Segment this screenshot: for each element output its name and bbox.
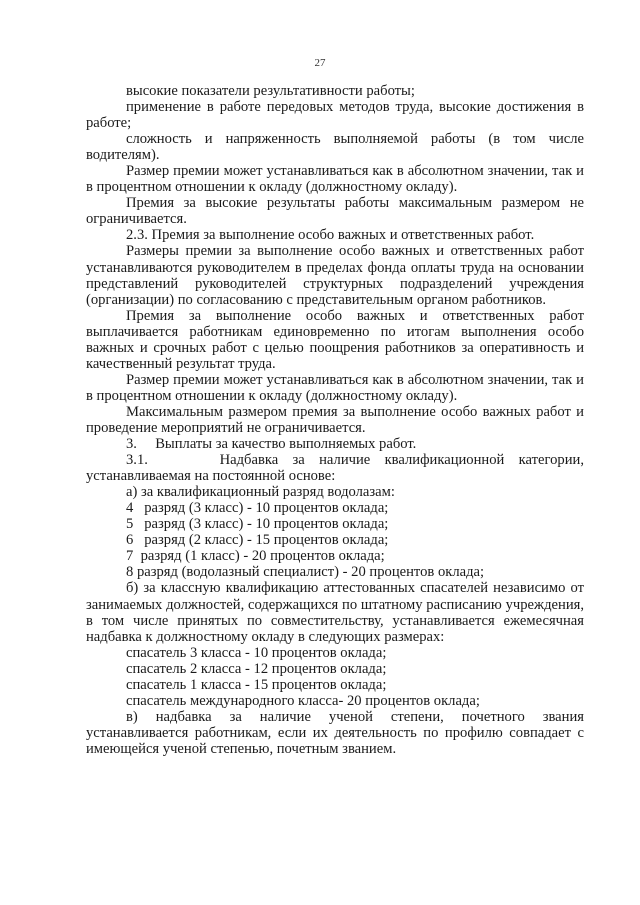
page-number: 27 — [314, 57, 326, 69]
list-item: 5 разряд (3 класс) - 10 процентов оклада; — [126, 516, 389, 533]
list-item: спасатель международного класса- 20 процентов оклада; — [126, 692, 480, 709]
paragraph: Максимальным размером премия за выполнение особо важных работ и проведение мероприятий не ограничивается. — [86, 403, 584, 436]
list-heading: а) за квалификационный разряд водолазам: — [126, 484, 395, 501]
paragraph: Размер премии может устанавливаться как в абсолютном значении, так и в процентном отношении к окладу (должностному окладу). — [86, 371, 584, 404]
list-item: спасатель 3 класса - 10 процентов оклада; — [126, 644, 387, 661]
paragraph: б) за классную квалификацию аттестованных спасателей независимо от занимаемых должностей, содержащихся по штатному расписанию учреждения, в том числе принятых по совместительству, устанавливается ежемесячная надбавка к должностному окладу в следующих размерах: — [86, 580, 584, 645]
paragraph: Размеры премии за выполнение особо важных и ответственных работ устанавливаются руководителем в пределах фонда оплаты труда на основании представлений руководителей структурных подразделений учреждения (организации) по согласованию с представительным органом работников. — [86, 243, 584, 308]
list-item: спасатель 1 класса - 15 процентов оклада; — [126, 676, 387, 693]
paragraph: в) надбавка за наличие ученой степени, почетного звания устанавливается работникам, если их деятельность по профилю совпадает с имеющейся ученой степенью, почетным званием. — [86, 708, 584, 757]
list-item: спасатель 2 класса - 12 процентов оклада; — [126, 660, 387, 677]
section-heading: 2.3. Премия за выполнение особо важных и ответственных работ. — [126, 227, 535, 244]
document-body — [86, 83, 584, 757]
paragraph: Премия за высокие результаты работы максимальным размером не ограничивается. — [86, 195, 584, 228]
paragraph: применение в работе передовых методов труда, высокие достижения в работе; — [86, 99, 584, 132]
list-item: 4 разряд (3 класс) - 10 процентов оклада; — [126, 500, 389, 517]
paragraph: Размер премии может устанавливаться как в абсолютном значении, так и в процентном отношении к окладу (должностному окладу). — [86, 163, 584, 196]
paragraph: сложность и напряженность выполняемой работы (в том числе водителям). — [86, 131, 584, 164]
list-item: 6 разряд (2 класс) - 15 процентов оклада; — [126, 532, 389, 549]
section-heading: 3. Выплаты за качество выполняемых работ. — [126, 436, 417, 453]
list-item: 8 разряд (водолазный специалист) - 20 процентов оклада; — [126, 564, 485, 581]
list-item: 7 разряд (1 класс) - 20 процентов оклада; — [126, 548, 385, 565]
paragraph: высокие показатели результативности работы; — [126, 83, 415, 99]
paragraph: 3.1. Надбавка за наличие квалификационной категории, устанавливаемая на постоянной основе: — [86, 452, 584, 485]
paragraph: Премия за выполнение особо важных и ответственных работ выплачивается работникам единовременно по итогам выполнения особо важных и срочных работ с целью поощрения работников за оперативность и качественный результат труда. — [86, 307, 584, 372]
